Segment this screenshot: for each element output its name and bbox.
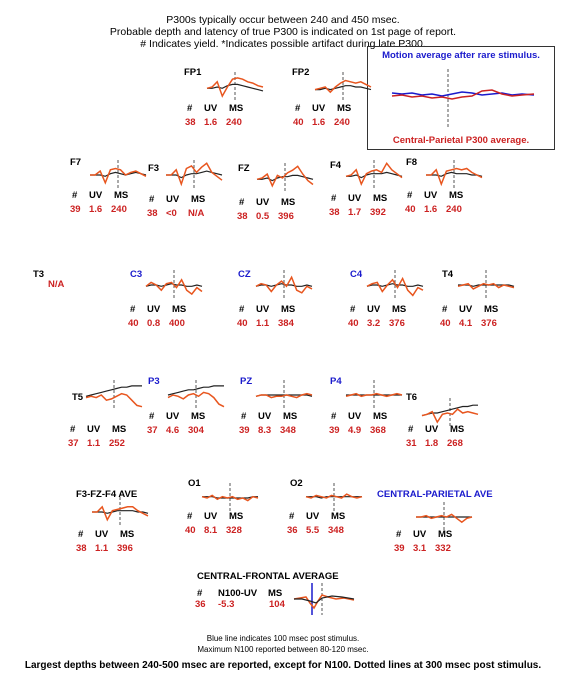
uv-header-c3: UV — [147, 304, 161, 315]
site-label-fp2: FP2 — [292, 67, 310, 78]
ms-value-ffa: 396 — [117, 543, 133, 554]
uv-header-cz: UV — [256, 304, 270, 315]
site-label-ffa: F3-FZ-F4 AVE — [76, 489, 138, 500]
hash-header-p4: # — [331, 411, 337, 422]
uv-value-c3: 0.8 — [147, 318, 161, 329]
ms-header-f3: MS — [191, 194, 206, 205]
uv-header-f8: UV — [424, 190, 438, 201]
uv-header-o2: UV — [306, 511, 320, 522]
hash-header-cz: # — [239, 304, 245, 315]
uv-header-p3: UV — [166, 411, 180, 422]
waveform-o2 — [304, 483, 364, 513]
yield-cpa: 39 — [394, 543, 405, 554]
hash-header-c4: # — [350, 304, 356, 315]
uv-header-ffa: UV — [95, 529, 109, 540]
uv-value-c4: 3.2 — [367, 318, 381, 329]
ms-header-o2: MS — [331, 511, 346, 522]
ms-value-p3: 304 — [188, 425, 204, 436]
uv-header-cpa: UV — [413, 529, 427, 540]
uv-value-cpa: 3.1 — [413, 543, 427, 554]
ms-header-t4: MS — [484, 304, 499, 315]
hash-header-cpa: # — [396, 529, 402, 540]
yield-pz: 39 — [239, 425, 250, 436]
ms-value-o2: 348 — [328, 525, 344, 536]
yield-f8: 40 — [405, 204, 416, 215]
waveform-p3 — [166, 380, 226, 410]
uv-header-fz: UV — [256, 197, 270, 208]
yield-p4: 39 — [329, 425, 340, 436]
central-frontal-uv-header: N100-UV — [218, 588, 258, 599]
waveform-f4 — [344, 160, 404, 190]
ms-value-cz: 384 — [278, 318, 294, 329]
ms-value-p4: 368 — [370, 425, 386, 436]
site-label-o2: O2 — [290, 478, 303, 489]
hash-header-f8: # — [407, 190, 413, 201]
hash-header-ffa: # — [78, 529, 84, 540]
central-frontal-ms-header: MS — [268, 588, 283, 599]
site-label-fz: FZ — [238, 163, 250, 174]
footer-text: Largest depths between 240-500 msec are reported, except for N100. Dotted lines at 300 msec post stimulus. — [24, 660, 542, 671]
site-label-c4: C4 — [350, 269, 363, 280]
uv-value-t4: 4.1 — [459, 318, 473, 329]
yield-c3: 40 — [128, 318, 139, 329]
note-line-2: Maximum N100 reported between 80-120 msec. — [197, 645, 369, 654]
waveform-f7 — [88, 160, 148, 190]
ms-header-fp1: MS — [229, 103, 244, 114]
ms-value-f7: 240 — [111, 204, 127, 215]
waveform-f3 — [164, 160, 224, 190]
uv-header-p4: UV — [348, 411, 362, 422]
waveform-c3 — [144, 270, 204, 300]
ms-value-fz: 396 — [278, 211, 294, 222]
hash-header-pz: # — [241, 411, 247, 422]
ms-value-t6: 268 — [447, 438, 463, 449]
hash-header-f7: # — [72, 190, 78, 201]
hash-header-o2: # — [289, 511, 295, 522]
waveform-c4 — [365, 270, 425, 300]
hash-header-c3: # — [130, 304, 136, 315]
uv-value-f8: 1.6 — [424, 204, 438, 215]
ms-header-fp2: MS — [337, 103, 352, 114]
uv-value-t6: 1.8 — [425, 438, 439, 449]
ms-header-c4: MS — [392, 304, 407, 315]
ms-value-c4: 376 — [389, 318, 405, 329]
ms-value-fp1: 240 — [226, 117, 242, 128]
ms-value-f3: N/A — [188, 208, 205, 219]
ms-header-p3: MS — [191, 411, 206, 422]
waveform-cpa — [414, 502, 474, 532]
ms-value-t5: 252 — [109, 438, 125, 449]
site-value-t3: N/A — [48, 279, 65, 290]
waveform-fp1 — [205, 72, 265, 102]
yield-o1: 40 — [185, 525, 196, 536]
waveform-pz — [254, 380, 314, 410]
uv-value-ffa: 1.1 — [95, 543, 109, 554]
waveform-t4 — [456, 270, 516, 300]
site-label-f3: F3 — [148, 163, 160, 174]
site-label-t5: T5 — [72, 392, 84, 403]
hash-header-p3: # — [149, 411, 155, 422]
hash-header-o1: # — [187, 511, 193, 522]
frequent-trace-p3 — [168, 392, 224, 406]
uv-header-f4: UV — [348, 193, 362, 204]
site-label-cz: CZ — [238, 269, 251, 280]
uv-value-cz: 1.1 — [256, 318, 270, 329]
ms-header-cpa: MS — [438, 529, 453, 540]
site-label-cpa: CENTRAL-PARIETAL AVE — [377, 489, 493, 500]
uv-value-f4: 1.7 — [348, 207, 362, 218]
uv-header-fp2: UV — [312, 103, 326, 114]
hash-header-fp1: # — [187, 103, 193, 114]
uv-value-fz: 0.5 — [256, 211, 270, 222]
uv-header-pz: UV — [258, 411, 272, 422]
note-line-1: Blue line indicates 100 msec post stimulus. — [206, 634, 360, 643]
hash-header-t5: # — [70, 424, 76, 435]
motion-average-title: Motion average after rare stimulus. — [382, 50, 540, 61]
uv-value-p4: 4.9 — [348, 425, 362, 436]
header-line-1: P300s typically occur between 240 and 450 msec. — [166, 14, 400, 26]
hash-header-f3: # — [149, 194, 155, 205]
site-label-t3: T3 — [33, 269, 45, 280]
uv-value-fp1: 1.6 — [204, 117, 218, 128]
ms-header-p4: MS — [373, 411, 388, 422]
central-frontal-waveform — [292, 581, 356, 617]
ms-header-ffa: MS — [120, 529, 135, 540]
waveform-fz — [255, 163, 315, 193]
header-line-2: Probable depth and latency of true P300 is indicated on 1st page of report. — [109, 26, 457, 38]
site-label-p4: P4 — [330, 376, 342, 387]
central-frontal-hash-header: # — [197, 588, 203, 599]
ms-value-fp2: 240 — [334, 117, 350, 128]
yield-p3: 37 — [147, 425, 158, 436]
site-label-p3: P3 — [148, 376, 160, 387]
yield-cz: 40 — [237, 318, 248, 329]
uv-header-t5: UV — [87, 424, 101, 435]
uv-value-o1: 8.1 — [204, 525, 218, 536]
ms-header-cz: MS — [281, 304, 296, 315]
waveform-t5 — [84, 380, 144, 410]
yield-ffa: 38 — [76, 543, 87, 554]
uv-value-p3: 4.6 — [166, 425, 180, 436]
waveform-cz — [254, 270, 314, 300]
site-label-f7: F7 — [70, 157, 82, 168]
ms-value-f8: 240 — [446, 204, 462, 215]
motion-average-box — [367, 46, 555, 150]
hash-header-fz: # — [239, 197, 245, 208]
hash-header-fp2: # — [295, 103, 301, 114]
waveform-fp2 — [313, 72, 373, 102]
ms-header-t6: MS — [450, 424, 465, 435]
central-parietal-caption: Central-Parietal P300 average. — [392, 135, 530, 146]
site-label-t6: T6 — [406, 392, 418, 403]
uv-value-fp2: 1.6 — [312, 117, 326, 128]
uv-value-f3: <0 — [166, 208, 177, 219]
motion-average-chart — [368, 47, 554, 149]
waveform-p4 — [344, 380, 404, 410]
site-label-fp1: FP1 — [184, 67, 202, 78]
uv-value-pz: 8.3 — [258, 425, 272, 436]
uv-header-t4: UV — [459, 304, 473, 315]
yield-t6: 31 — [406, 438, 417, 449]
ms-header-pz: MS — [283, 411, 298, 422]
ms-header-o1: MS — [229, 511, 244, 522]
ms-header-t5: MS — [112, 424, 127, 435]
site-label-t4: T4 — [442, 269, 454, 280]
ms-header-f8: MS — [449, 190, 464, 201]
ms-header-f7: MS — [114, 190, 129, 201]
site-label-pz: PZ — [240, 376, 253, 387]
ms-value-f4: 392 — [370, 207, 386, 218]
uv-value-o2: 5.5 — [306, 525, 320, 536]
uv-header-t6: UV — [425, 424, 439, 435]
central-frontal-n: 36 — [195, 599, 206, 610]
central-frontal-title: CENTRAL-FRONTAL AVERAGE — [197, 571, 339, 582]
yield-c4: 40 — [348, 318, 359, 329]
uv-value-t5: 1.1 — [87, 438, 101, 449]
yield-f4: 38 — [329, 207, 340, 218]
uv-value-f7: 1.6 — [89, 204, 103, 215]
uv-header-fp1: UV — [204, 103, 218, 114]
yield-t4: 40 — [440, 318, 451, 329]
ms-value-pz: 348 — [280, 425, 296, 436]
waveform-f8 — [424, 160, 484, 190]
hash-header-t4: # — [442, 304, 448, 315]
yield-fp2: 40 — [293, 117, 304, 128]
ms-value-c3: 400 — [169, 318, 185, 329]
waveform-o1 — [200, 483, 260, 513]
yield-f7: 39 — [70, 204, 81, 215]
header-line-3: # Indicates yield. *Indicates possible artifact during late P300. — [140, 38, 426, 50]
uv-header-f3: UV — [166, 194, 180, 205]
yield-t5: 37 — [68, 438, 79, 449]
uv-header-o1: UV — [204, 511, 218, 522]
ms-value-cpa: 332 — [435, 543, 451, 554]
hash-header-f4: # — [331, 193, 337, 204]
ms-value-t4: 376 — [481, 318, 497, 329]
yield-fp1: 38 — [185, 117, 196, 128]
yield-o2: 36 — [287, 525, 298, 536]
ms-header-f4: MS — [373, 193, 388, 204]
yield-f3: 38 — [147, 208, 158, 219]
site-label-c3: C3 — [130, 269, 143, 280]
uv-header-c4: UV — [367, 304, 381, 315]
ms-header-fz: MS — [281, 197, 296, 208]
site-label-o1: O1 — [188, 478, 201, 489]
yield-fz: 38 — [237, 211, 248, 222]
central-frontal-ms: 104 — [269, 599, 285, 610]
ms-header-c3: MS — [172, 304, 187, 315]
hash-header-t6: # — [408, 424, 414, 435]
site-label-f4: F4 — [330, 160, 342, 171]
waveform-ffa — [90, 497, 150, 527]
uv-header-f7: UV — [89, 190, 103, 201]
central-frontal-uv: -5.3 — [218, 599, 235, 610]
site-label-f8: F8 — [406, 157, 418, 168]
ms-value-o1: 328 — [226, 525, 242, 536]
